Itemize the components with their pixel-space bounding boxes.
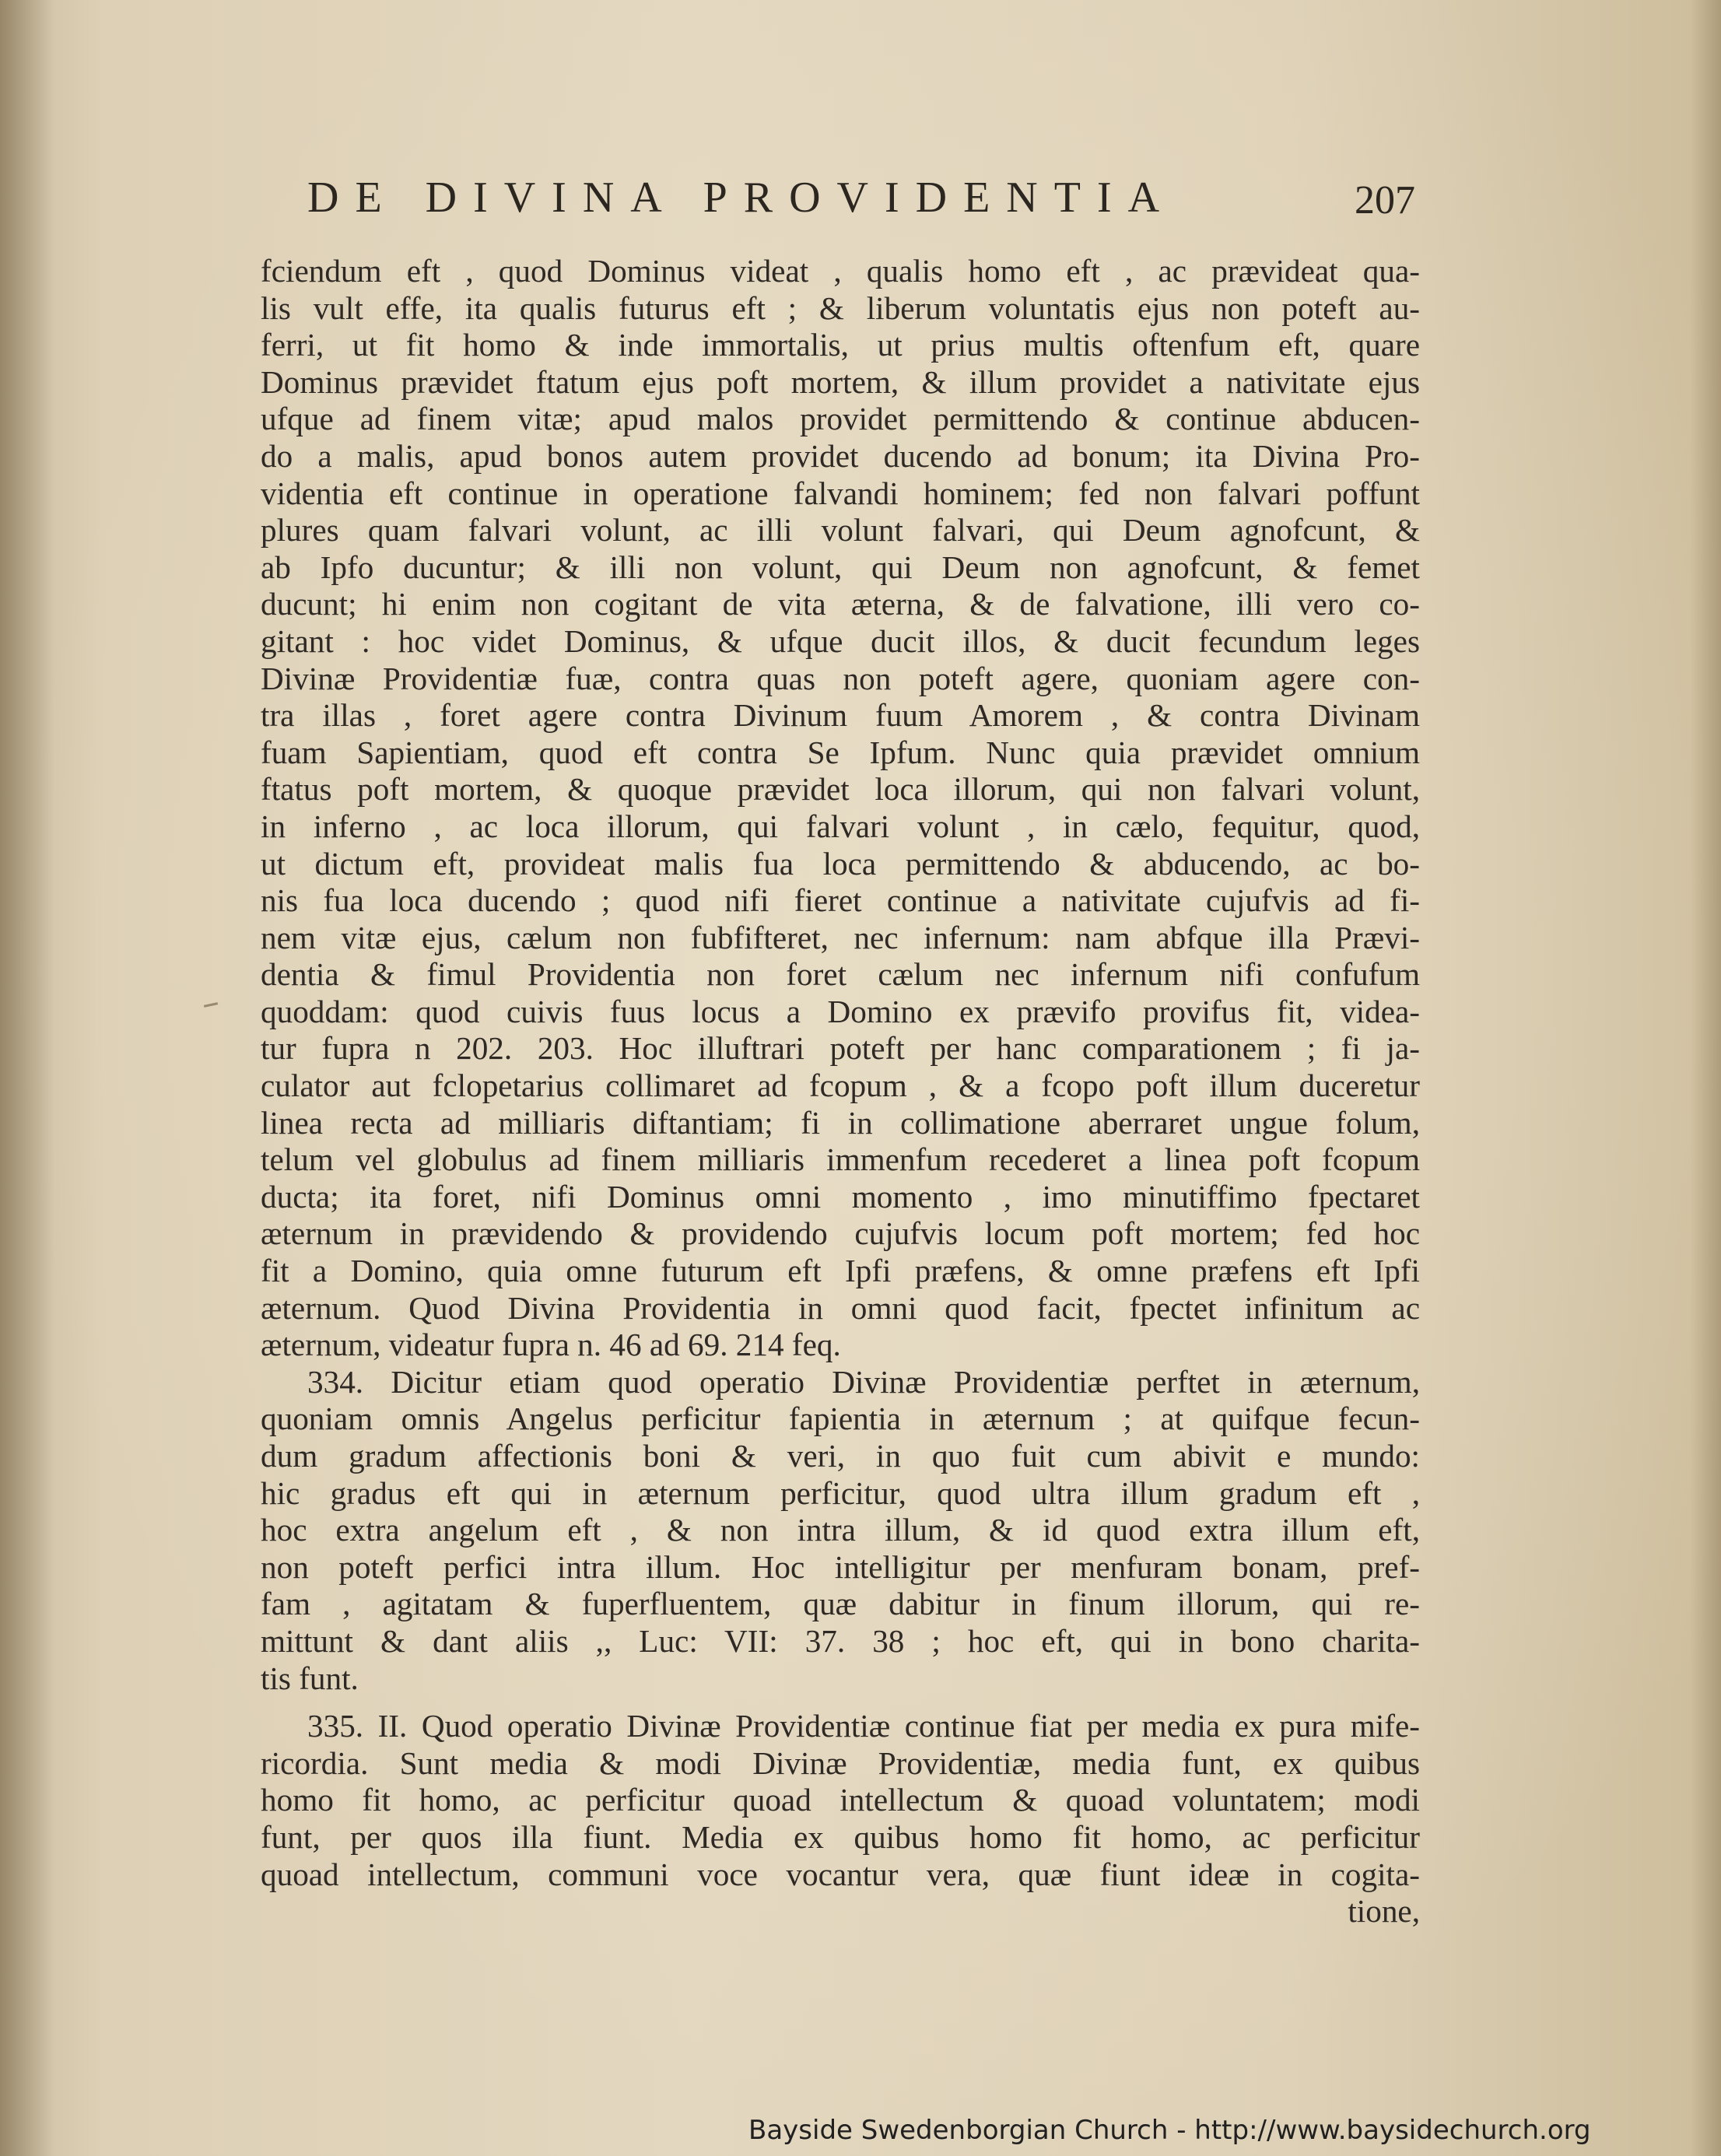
text-line: æternum in prævidendo & providendo cujufvis locum poft mortem; fed hoc [261,1215,1420,1252]
text-line: mittunt & dant aliis ,, Luc: VII: 37. 38 ; hoc eft, qui in bono charita- [261,1622,1420,1659]
text-line: dentia & fimul Providentia non foret cælum nec infernum nifi confufum [261,956,1420,993]
paragraph-334-start: 334. Dicitur etiam quod operatio Divinæ Providentiæ perftet in æternum, [307,1363,1420,1400]
margin-mark [204,1002,218,1008]
text-line: Divinæ Providentiæ fuæ, contra quas non poteft agere, quoniam agere con- [261,660,1420,696]
text-line: hic gradus eft qui in æternum perficitur, quod ultra illum gradum eft , [261,1474,1420,1511]
text-line: tis funt. [261,1660,359,1696]
text-line: hoc extra angelum eft , & non intra illum, & id quod extra illum eft, [261,1512,1420,1548]
text-line: tur fupra n 202. 203. Hoc illuftrari poteft per hanc comparationem ; fi ja- [261,1030,1420,1067]
text-line: homo fit homo, ac perficitur quoad intellectum & quoad voluntatem; modi [261,1782,1420,1818]
text-line: fuam Sapientiam, quod eft contra Se Ipfum. Nunc quia prævidet omnium [261,734,1420,770]
text-line: gitant : hoc videt Dominus, & ufque ducit illos, & ducit fecundum leges [261,622,1420,659]
text-line: quoad intellectum, communi voce vocantur vera, quæ fiunt ideæ in cogita- [261,1856,1420,1892]
text-line: videntia eft continue in operatione falvandi hominem; fed non falvari poffunt [261,475,1420,511]
paragraph-335-start: 335. II. Quod operatio Divinæ Providentiæ continue fiat per media ex pura mife- [307,1708,1420,1744]
running-title: DE DIVINA PROVIDENTIA [307,174,1176,222]
body-text [261,253,1420,1930]
text-line: quoniam omnis Angelus perficitur fapientia in æternum ; at quifque fecun- [261,1401,1420,1437]
text-line: ferri, ut fit homo & inde immortalis, ut prius multis oftenfum eft, quare [261,327,1420,363]
text-line: Dominus prævidet ftatum ejus poft mortem, & illum providet a nativitate ejus [261,363,1420,400]
text-line: dum gradum affectionis boni & veri, in quo fuit cum abivit e mundo: [261,1438,1420,1474]
text-line: ftatus poft mortem, & quoque prævidet loca illorum, qui non falvari volunt, [261,771,1420,808]
text-line: in inferno , ac loca illorum, qui falvari volunt , in cælo, fequitur, quod, [261,808,1420,844]
text-line: quoddam: quod cuivis fuus locus a Domino ex prævifo provifus fit, videa- [261,993,1420,1029]
running-head [307,173,1428,235]
text-line: ducunt; hi enim non cogitant de vita æterna, & de falvatione, illi vero co- [261,586,1420,622]
text-line: do a malis, apud bonos autem providet ducendo ad bonum; ita Divina Pro- [261,437,1420,474]
text-line: funt, per quos illa fiunt. Media ex quibus homo fit homo, ac perficitur [261,1818,1420,1855]
page-number: 207 [1355,178,1415,223]
catchword-line: tione, [1348,1893,1420,1930]
text-line: telum vel globulus ad finem milliaris immenfum recederet a linea poft fcopum [261,1141,1420,1178]
text-line: nem vitæ ejus, cælum non fubfifteret, nec infernum: nam abfque illa Prævi- [261,919,1420,955]
text-line: linea recta ad milliaris diftantiam; fi in collimatione aberraret ungue folum, [261,1104,1420,1141]
page-edge-shadow [1690,0,1721,2156]
text-line: ab Ipfo ducuntur; & illi non volunt, qui Deum non agnofcunt, & femet [261,549,1420,585]
text-line: lis vult effe, ita qualis futurus eft ; & liberum voluntatis ejus non poteft au- [261,289,1420,326]
footer-credit: Bayside Swedenborgian Church - http://www.baysidechurch.org [748,2115,1591,2146]
text-line: æternum. Quod Divina Providentia in omni quod facit, fpectet infinitum ac [261,1289,1420,1326]
text-line: fit a Domino, quia omne futurum eft Ipfi præfens, & omne præfens eft Ipfi [261,1253,1420,1289]
text-line: æternum, videatur fupra n. 46 ad 69. 214 feq. [261,1327,841,1363]
text-line: nis fua loca ducendo ; quod nifi fieret continue a nativitate cujufvis ad fi- [261,882,1420,919]
text-line: ut dictum eft, provideat malis fua loca permittendo & abducendo, ac bo- [261,845,1420,882]
text-line: plures quam falvari volunt, ac illi volunt falvari, qui Deum agnofcunt, & [261,512,1420,549]
text-line: ducta; ita foret, nifi Dominus omni momento , imo minutiffimo fpectaret [261,1178,1420,1215]
text-line: ricordia. Sunt media & modi Divinæ Providentiæ, media funt, ex quibus [261,1744,1420,1781]
text-line: non poteft perfici intra illum. Hoc intelligitur per menfuram bonam, pref- [261,1548,1420,1585]
text-line: tra illas , foret agere contra Divinum fuum Amorem , & contra Divinam [261,697,1420,734]
gutter-shadow [0,0,54,2156]
paragraph-gap [261,1697,1420,1708]
text-line: ufque ad finem vitæ; apud malos providet permittendo & continue abducen- [261,401,1420,437]
text-line: culator aut fclopetarius collimaret ad fcopum , & a fcopo poft illum duceretur [261,1067,1420,1104]
text-line: fam , agitatam & fuperfluentem, quæ dabitur in finum illorum, qui re- [261,1586,1420,1622]
text-line: fciendum eft , quod Dominus videat , qualis homo eft , ac prævideat qua- [261,253,1420,289]
